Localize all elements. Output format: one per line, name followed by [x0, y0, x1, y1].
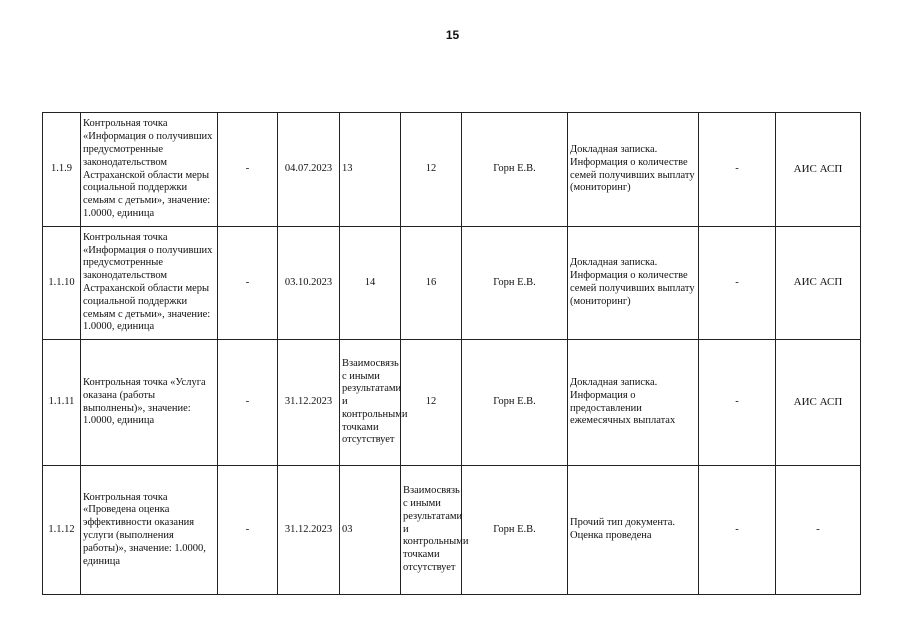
link-cell: Взаимосвязь с иными результатами и контрольными точками отсутствует [340, 340, 401, 466]
control-point-name: Контрольная точка «Проведена оценка эффективности оказания услуги (выполнения работы)», значение: 1.0000, единица [81, 466, 218, 595]
responsible-person: Горн Е.В. [462, 466, 568, 595]
document-type: Докладная записка. Информация о предоставлении ежемесячных выплатах [568, 340, 699, 466]
link-cell: Взаимосвязь с иными результатами и контрольными точками отсутствует [401, 466, 462, 595]
dash-cell: - [218, 113, 278, 227]
information-system: АИС АСП [776, 340, 861, 466]
dash-cell: - [218, 227, 278, 340]
link-cell: 13 [340, 113, 401, 227]
responsible-person: Горн Е.В. [462, 227, 568, 340]
table-row [43, 466, 861, 595]
responsible-person: Горн Е.В. [462, 340, 568, 466]
link-cell: 12 [401, 113, 462, 227]
row-number: 1.1.10 [43, 227, 81, 340]
deadline-date: 03.10.2023 [278, 227, 340, 340]
document-type: Докладная записка. Информация о количестве семей получивших выплату (мониторинг) [568, 227, 699, 340]
link-cell: 14 [340, 227, 401, 340]
dash-cell: - [699, 227, 776, 340]
dash-cell: - [699, 113, 776, 227]
document-type: Прочий тип документа. Оценка проведена [568, 466, 699, 595]
table-row [43, 340, 861, 466]
table-row [43, 227, 861, 340]
control-point-name: Контрольная точка «Услуга оказана (работы выполнены)», значение: 1.0000, единица [81, 340, 218, 466]
deadline-date: 31.12.2023 [278, 340, 340, 466]
document-type: Докладная записка. Информация о количестве семей получивших выплату (мониторинг) [568, 113, 699, 227]
dash-cell: - [218, 340, 278, 466]
dash-cell: - [699, 466, 776, 595]
information-system: АИС АСП [776, 113, 861, 227]
control-point-name: Контрольная точка «Информация о получивших предусмотренные законодательством Астраханской области меры социальной поддержки семьям с детьми», значение: 1.0000, единица [81, 227, 218, 340]
row-number: 1.1.12 [43, 466, 81, 595]
deadline-date: 31.12.2023 [278, 466, 340, 595]
control-points-table [42, 112, 861, 595]
link-cell: 03 [340, 466, 401, 595]
dash-cell: - [218, 466, 278, 595]
information-system: - [776, 466, 861, 595]
row-number: 1.1.11 [43, 340, 81, 466]
page-number: 15 [445, 28, 460, 42]
link-cell: 12 [401, 340, 462, 466]
information-system: АИС АСП [776, 227, 861, 340]
link-cell: 16 [401, 227, 462, 340]
dash-cell: - [699, 340, 776, 466]
control-point-name: Контрольная точка «Информация о получивших предусмотренные законодательством Астраханской области меры социальной поддержки семьям с детьми», значение: 1.0000, единица [81, 113, 218, 227]
responsible-person: Горн Е.В. [462, 113, 568, 227]
row-number: 1.1.9 [43, 113, 81, 227]
table-row [43, 113, 861, 227]
deadline-date: 04.07.2023 [278, 113, 340, 227]
